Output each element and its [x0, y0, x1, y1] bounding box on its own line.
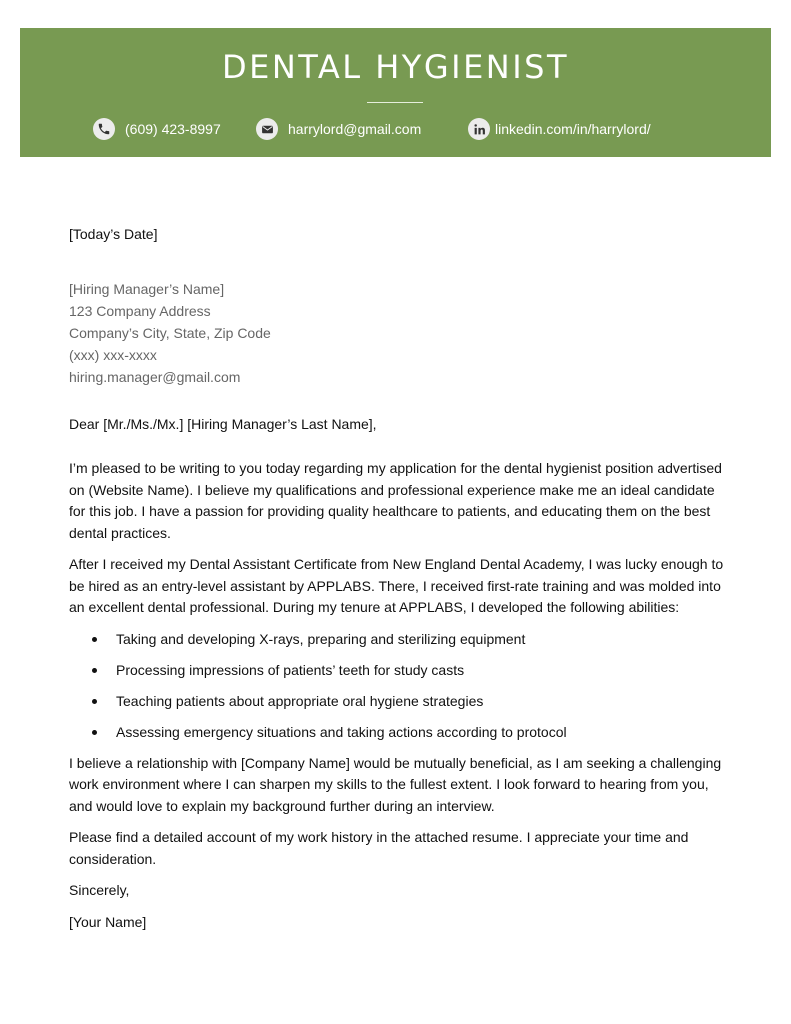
bullet-icon	[92, 668, 97, 673]
bullet-icon	[92, 730, 97, 735]
body-paragraph: I’m pleased to be writing to you today regarding my application for the dental hygienist position advertised on (Website Name). I believe my qualifications and professional experience make me an ideal candidate for this job. I have a passion for providing quality healthcare to patients, and educating them on the best dental practices.	[69, 460, 722, 541]
list-item	[69, 660, 729, 691]
linkedin-icon	[468, 118, 490, 140]
recipient-block	[69, 278, 729, 388]
list-item	[69, 722, 729, 753]
recipient-email: hiring.manager@gmail.com	[69, 368, 241, 385]
recipient-city: Company’s City, State, Zip Code	[69, 324, 271, 341]
list-item-text: Assessing emergency situations and taking actions according to protocol	[116, 723, 567, 740]
signoff: Sincerely,	[69, 882, 130, 898]
envelope-icon	[256, 118, 278, 140]
body-paragraph: I believe a relationship with [Company Name] would be mutually beneficial, as I am seeking a challenging work environment where I can sharpen my skills to the fullest extent. I look forward to hearing from you, and would love to explain my background further during an interview.	[69, 754, 722, 814]
contact-phone	[93, 118, 221, 140]
recipient-address: 123 Company Address	[69, 302, 211, 319]
bullet-icon	[92, 637, 97, 642]
header-banner	[20, 28, 771, 157]
body-paragraph: After I received my Dental Assistant Certificate from New England Dental Academy, I was lucky enough to be hired as an entry-level assistant by APPLABS. There, I received first-rate training and was molded into an excellent dental professional. During my tenure at APPLABS, I developed the following abilities:	[69, 556, 724, 615]
contact-email-text[interactable]: harrylord@gmail.com	[288, 121, 422, 137]
title-divider	[367, 102, 423, 103]
list-item	[69, 691, 729, 722]
list-item-text: Teaching patients about appropriate oral hygiene strategies	[116, 692, 484, 709]
list-item	[69, 629, 729, 660]
contact-linkedin	[468, 118, 651, 140]
page-title: DENTAL HYGIENIST	[221, 48, 570, 86]
recipient-phone: (xxx) xxx-xxxx	[69, 346, 157, 363]
letter-date: [Today’s Date]	[69, 226, 158, 242]
recipient-name: [Hiring Manager’s Name]	[69, 280, 225, 297]
list-item-text: Taking and developing X-rays, preparing and sterilizing equipment	[116, 630, 526, 647]
signature: [Your Name]	[69, 913, 147, 930]
contact-phone-text[interactable]: (609) 423-8997	[125, 121, 221, 137]
contact-email	[256, 118, 421, 140]
abilities-list	[69, 629, 729, 753]
list-item-text: Processing impressions of patients’ teeth for study casts	[116, 661, 465, 678]
contact-linkedin-text[interactable]: linkedin.com/in/harrylord/	[495, 121, 651, 137]
greeting: Dear [Mr./Ms./Mx.] [Hiring Manager’s Last Name],	[69, 415, 377, 432]
body-paragraph: Please find a detailed account of my work history in the attached resume. I appreciate your time and consideration.	[69, 829, 689, 867]
phone-icon	[93, 118, 115, 140]
bullet-icon	[92, 699, 97, 704]
letter-body	[69, 224, 729, 933]
